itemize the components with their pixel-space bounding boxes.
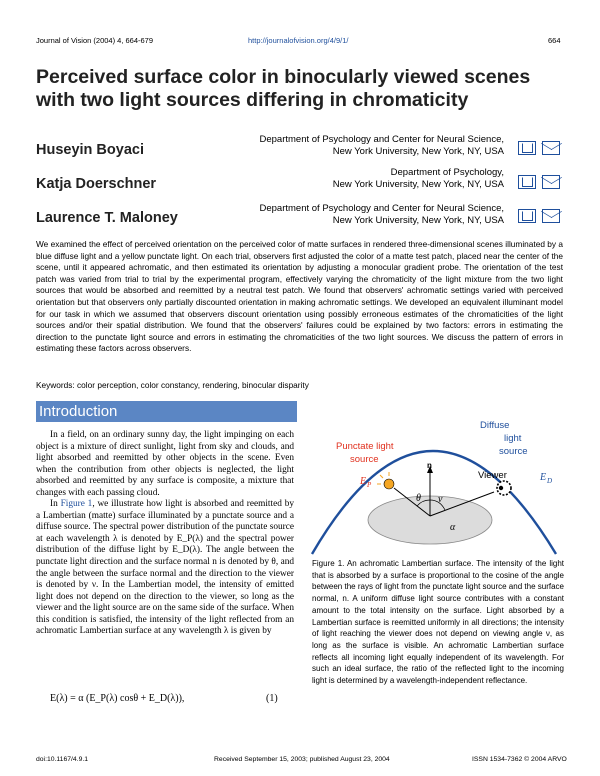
author-name: Huseyin Boyaci <box>36 142 144 158</box>
journal-url[interactable]: http://journalofvision.org/4/9/1/ <box>248 36 349 45</box>
email-icon[interactable] <box>542 175 560 189</box>
keywords: Keywords: color perception, color constancy, rendering, binocular disparity <box>36 380 309 390</box>
nu-label: ν <box>438 494 443 505</box>
viewer-label: Viewer <box>478 470 507 481</box>
received-date: Received September 15, 2003; published August 23, 2004 <box>214 756 390 763</box>
ed-subscript: D <box>547 477 553 485</box>
email-icon[interactable] <box>542 141 560 155</box>
diffuse-label: light <box>504 433 522 444</box>
ep-label: E <box>360 476 367 487</box>
journal-citation: Journal of Vision (2004) 4, 664-679 <box>36 36 154 45</box>
normal-label: n <box>427 461 432 470</box>
viewer-pupil <box>499 486 503 490</box>
text-run: In <box>50 499 61 510</box>
author-links <box>518 175 560 189</box>
punctate-light-dot <box>384 479 394 489</box>
affil-line: Department of Psychology and Center for Neural Science, <box>259 134 504 145</box>
equation-number: (1) <box>266 693 278 704</box>
affil-line: Department of Psychology and Center for Neural Science, <box>259 203 504 214</box>
alpha-label: α <box>450 522 456 533</box>
equation: E(λ) = α (E_P(λ) cosθ + E_D(λ)), <box>50 693 185 704</box>
sun-ray <box>380 475 383 478</box>
diffuse-label: Diffuse <box>480 420 510 431</box>
abstract: We examined the effect of perceived orientation on the perceived color of matte surfaces in rendered three-dimensional scenes illuminated by a blue diffuse light and a yellow punctate light. On each trial, observers first adjusted the color of a matte test patch, placed near the center of the scene, until it appeared achromatic, and then estimated its orientation by adjusting a monocular gradient probe. The orientation of the test patch was varied from trial to trial by the experimental program, effectively varying the chromaticity of the light mixture from the two light sources that would be absorbed and reemitted by a neutral test patch. We found that observers' achromatic settings varied with perceived orientation but that observers only partially discounted orientation in making achromatic settings. We developed an equivalent illuminant model for our task in which we assumed that observers discount orientation using possibly erroneous estimates of the chromaticities of the light sources and/or their spatial distribution. We found that the observers' failures could be explained by two factors: errors in estimating the direction to the punctate light source and errors in estimating the chromaticities of the two light sources. We discuss the pattern of errors in estimating these factors across observers. <box>36 239 563 354</box>
author-affiliation <box>204 203 504 227</box>
issn: ISSN 1534-7362 © 2004 ARVO <box>472 756 567 763</box>
ep-subscript: P <box>367 481 372 489</box>
theta-label: θ <box>416 493 421 504</box>
paper-title: Perceived surface color in binocularly viewed scenes with two light sources differing in chromaticity <box>36 66 531 111</box>
author-links <box>518 209 560 223</box>
email-icon[interactable] <box>542 209 560 223</box>
paragraph: In a field, on an ordinary sunny day, the light impinging on each object is a mixture of direct sunlight, light from sky and clouds, and light absorbed and reemitted by other objects in the scene. Even when the contribution from other objects is neglected, the light absorbed and reemitted by any surface is composite, a mixture that changes with each passing cloud. <box>36 430 294 498</box>
figure-1-diagram <box>304 408 566 556</box>
ed-label: E <box>540 472 547 483</box>
affil-line: New York University, New York, NY, USA <box>332 179 504 190</box>
page-number: 664 <box>548 36 561 45</box>
punctate-label: Punctate light <box>336 441 394 452</box>
text-run: , we illustrate how light is absorbed and reemitted by a Lambertian (matte) surface illuminated by a punctate source and a diffuse source. The spectral power distribution of the punctate source at each wavelength λ is denoted by E_P(λ) and the spectral power distribution of the diffuse light by E_D(λ). The angle between the punctate light direction and the surface normal n is denoted by θ, and the angle between the surface normal and the direction to the viewer is denoted by ν. In the Lambertian model, the intensity of emitted light does not depend on the direction to the viewer, so long as the viewer and the light source are on the same side of the surface. When this condition is satisfied, the intensity of the light reflected from an achromatic Lambertian surface at any wavelength λ is given by <box>36 499 294 637</box>
author-links <box>518 141 560 155</box>
section-heading: Introduction <box>36 401 297 422</box>
doi: doi:10.1167/4.9.1 <box>36 756 89 763</box>
paragraph <box>36 499 294 638</box>
homepage-icon[interactable] <box>518 175 536 189</box>
affil-line: Department of Psychology, <box>390 167 504 178</box>
homepage-icon[interactable] <box>518 209 536 223</box>
homepage-icon[interactable] <box>518 141 536 155</box>
figure-link[interactable]: Figure 1 <box>60 499 93 510</box>
figure-caption: Figure 1. An achromatic Lambertian surface. The intensity of the light that is absorbed by a surface is proportional to the cosine of the angle between the rays of light from the punctate light source and the surface normal, n. A uniform diffuse light source contributes with a constant amount to the total intensity on the surface. Light absorbed by a Lambertian surface is reemitted uniformly in all directions; the intensity of light reaching the viewer does not depend on viewing angle ν, as long as the surface is visible. An achromatic Lambertian surface reflects all incoming light equally independent of its wavelength. For such an ideal surface, the ratio of the reflected light to the incoming light is determined by a wavelength-independent reflectance. <box>312 559 564 686</box>
body-text <box>36 430 294 638</box>
author-affiliation <box>204 134 504 158</box>
affil-line: New York University, New York, NY, USA <box>332 146 504 157</box>
author-affiliation <box>204 167 504 191</box>
diffuse-label: source <box>499 446 528 457</box>
affil-line: New York University, New York, NY, USA <box>332 215 504 226</box>
author-name: Laurence T. Maloney <box>36 210 178 226</box>
author-name: Katja Doerschner <box>36 176 157 192</box>
punctate-label: source <box>350 454 379 465</box>
